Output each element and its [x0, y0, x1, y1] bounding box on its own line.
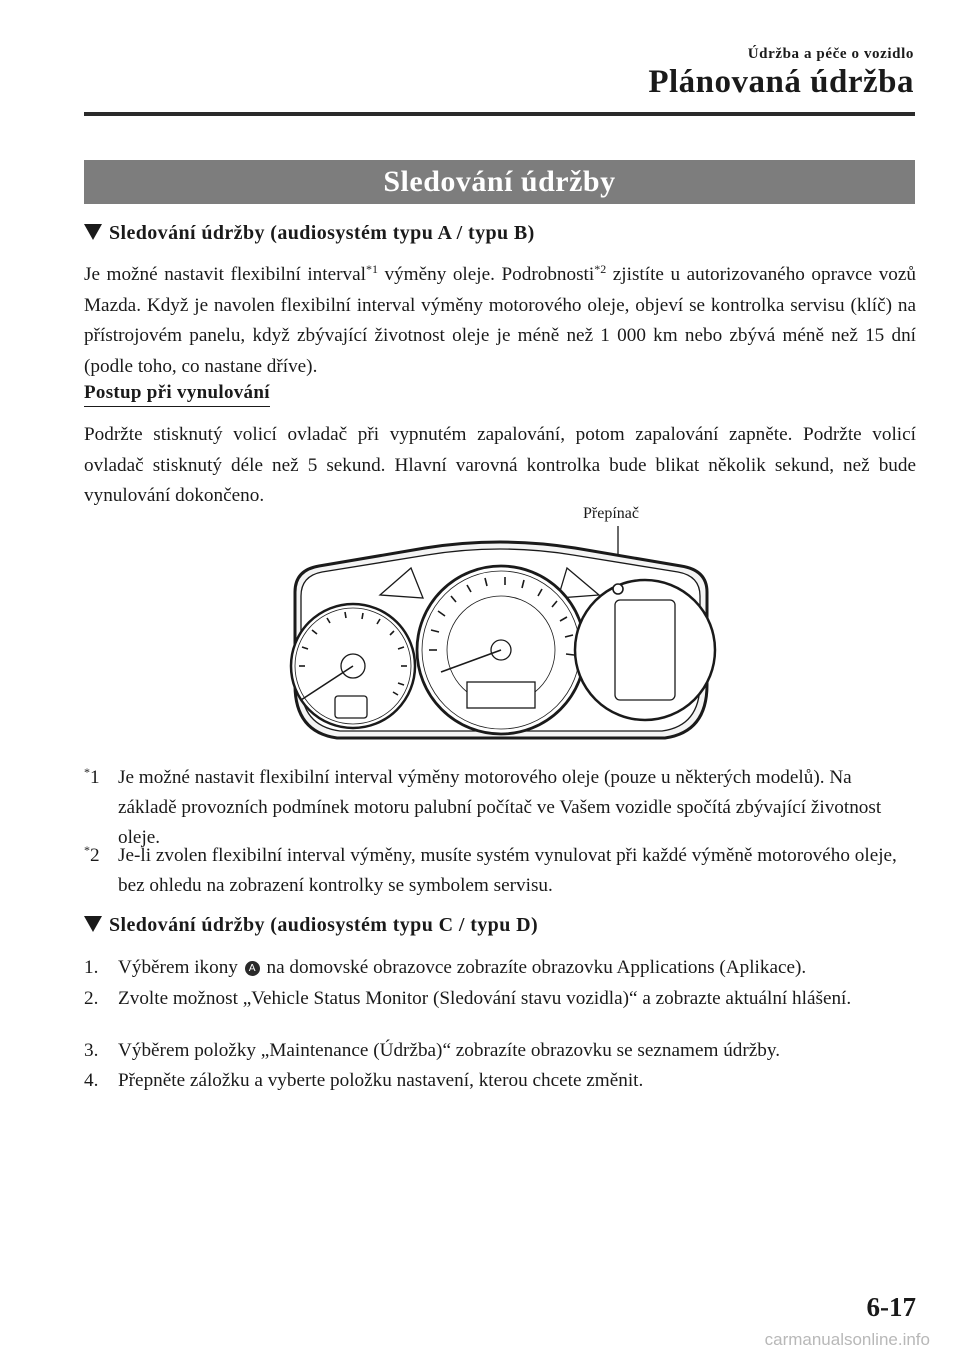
title-bar: Sledování údržby — [84, 160, 915, 204]
instrument-cluster-illustration — [255, 500, 747, 750]
step-2: 2. Zvolte možnost „Vehicle Status Monitor (Sledování stavu vozidla)“ a zobrazte aktuální hlášení. — [84, 988, 852, 1009]
procedure-title: Postup při vynulování — [84, 382, 270, 407]
watermark: carmanualsonline.info — [764, 1330, 930, 1349]
triangle-bullet-icon — [84, 224, 102, 240]
footnote-2: *2 Je-li zvolen flexibilní interval výměny, musíte systém vynulovat při každé výměně motorového oleje, bez ohledu na zobrazení kontrolky se symbolem servisu. — [84, 843, 897, 896]
footnote-1: *1 Je možné nastavit flexibilní interval výměny motorového oleje (pouze u některých modelů). Na základě provozních podmínek motoru palubní počítač ve Vašem vozidle spočítá zbývající životnost oleje. — [84, 765, 882, 848]
triangle-bullet-icon — [84, 916, 102, 932]
instrument-cluster-figure — [255, 500, 747, 755]
chapter-title: Údržba a péče o vozidlo — [747, 46, 914, 62]
procedure-paragraph: Podržte stisknutý volicí ovladač při vypnutém zapalování, potom zapalování zapněte. Podržte volicí ovladač stisknutý déle než 5 sekund. Hlavní varovná kontrolka bude blikat několik sekund, než bude vynulování dokončeno. — [84, 424, 916, 506]
step-4: 4. Přepněte záložku a vyberte položku nastavení, kterou chcete změnit. — [84, 1070, 644, 1091]
heading-text: Sledování údržby (audiosystém typu A / typu B) — [109, 222, 535, 244]
switch-label: Přepínač — [583, 505, 639, 522]
para-text: zjistíte u autorizovaného opravce vozů Mazda. Když je navolen flexibilní interval výměny motorového oleje, objeví se kontrolka servisu (klíč) na přístrojovém panelu, když zbývající životnost oleje je méně než 1 000 km nebo zbývá méně než 15 dní (podle toho, co nastane dříve). — [84, 264, 916, 377]
applications-icon: A — [245, 961, 260, 976]
footnote-ref-1: *1 — [365, 262, 378, 276]
heading-text: Sledování údržby (audiosystém typu C / typu D) — [109, 914, 539, 936]
step-1: 1. Výběrem ikony A na domovské obrazovce zobrazíte obrazovku Applications (Aplikace). — [84, 957, 807, 978]
header-rule — [84, 112, 915, 116]
footnote-ref-2: *2 — [594, 262, 607, 276]
intro-paragraph — [84, 260, 916, 382]
selector-knob — [613, 584, 623, 594]
heading-section-a — [84, 222, 535, 245]
page-number: 6-17 — [866, 1292, 916, 1322]
para-text: výměny oleje. Podrobnosti — [377, 264, 595, 285]
section-title: Plánovaná údržba — [648, 64, 914, 100]
para-text: Je možné nastavit flexibilní interval — [84, 264, 366, 285]
step-3: 3. Výběrem položky „Maintenance (Údržba)“ zobrazíte obrazovku se seznamem údržby. — [84, 1040, 781, 1061]
heading-section-b — [84, 914, 538, 937]
